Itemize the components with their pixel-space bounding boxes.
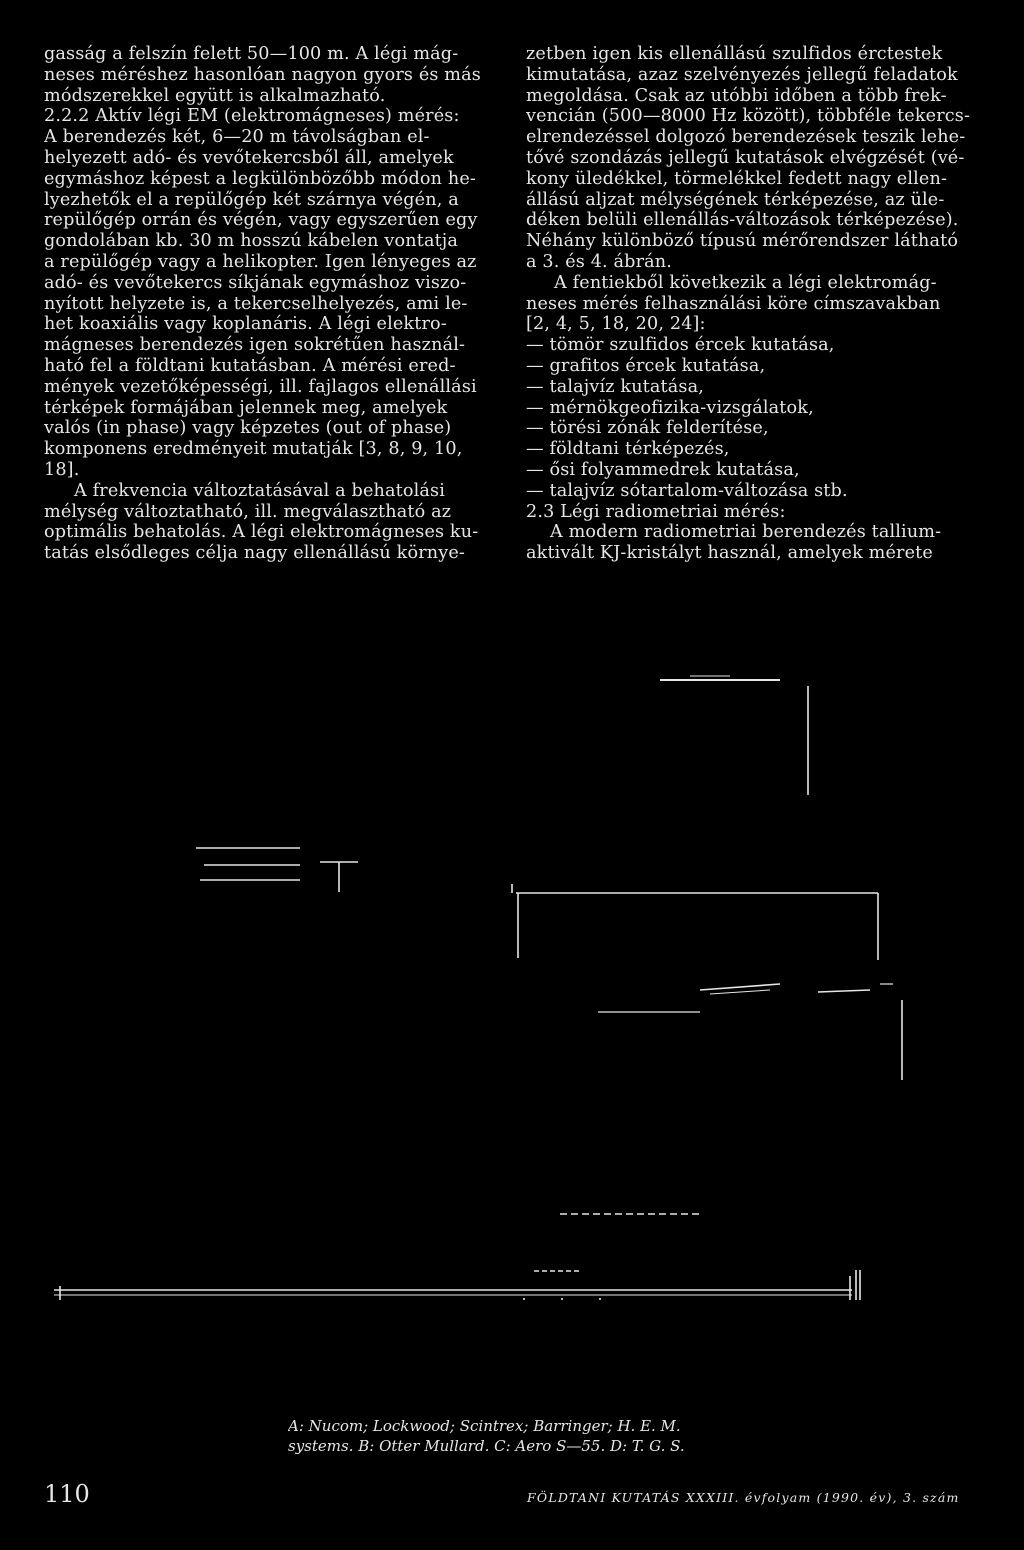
page-number: 110	[44, 1480, 90, 1508]
text-line: A frekvencia változtatásával a behatolási	[74, 480, 445, 501]
text-line: tatás elsődleges célja nagy ellenállású környe-	[44, 543, 465, 564]
text-line: lyezhetők el a repülőgép két szárnya végén, a	[44, 189, 459, 210]
list-item: — grafitos ércek kutatása,	[526, 355, 766, 376]
text-line: nyított helyzete is, a tekercselhelyezés, ami le-	[44, 293, 468, 314]
list-item: — talajvíz sótartalom-változása stb.	[526, 480, 848, 501]
section-heading-2-3: 2.3 Légi radiometriai mérés:	[526, 501, 786, 522]
text-line: egymáshoz képest a legkülönbözőbb módon he-	[44, 168, 476, 189]
text-line: Néhány különböző típusú mérőrendszer látható	[526, 231, 959, 252]
text-line: optimális behatolás. A légi elektromágneses ku-	[44, 522, 479, 543]
text-line: mélység változtatható, ill. megválasztható az	[44, 501, 452, 522]
text-line: gondolában kb. 30 m hosszú kábelen vontatja	[44, 231, 459, 252]
text-column-right	[526, 44, 986, 564]
text-line: helyezett adó- és vevőtekercsből áll, amelyek	[44, 147, 454, 168]
list-item: — talajvíz kutatása,	[526, 376, 704, 397]
section-heading-2-2-2: 2.2.2 Aktív légi EM (elektromágneses) mérés:	[44, 106, 460, 127]
text-line: tővé szondázás jellegű kutatások elvégzését (vé-	[526, 147, 965, 168]
running-footer: FÖLDTANI KUTATÁS XXXIII. évfolyam (1990. év), 3. szám	[527, 1490, 960, 1505]
text-line: komponens eredményeit mutatják [3, 8, 9, 10,	[44, 439, 463, 460]
text-line: elrendezéssel dolgozó berendezések teszik lehe-	[526, 127, 966, 148]
text-line: térképek formájában jelennek meg, amelyek	[44, 397, 448, 418]
text-line: gasság a felszín felett 50—100 m. A légi mág-	[44, 44, 459, 64]
text-line: A modern radiometriai berendezés tallium-	[550, 522, 942, 543]
text-line: ható fel a földtani kutatásban. A mérési ered-	[44, 355, 456, 376]
caption-line: systems. B: Otter Mullard. C: Aero S—55. D: T. G. S.	[288, 1437, 685, 1455]
text-line: A fentiekből következik a légi elektromág-	[554, 272, 937, 293]
list-item: — ősi folyammedrek kutatása,	[526, 459, 800, 480]
text-line: a 3. és 4. ábrán.	[526, 251, 672, 272]
figure-line	[700, 984, 780, 990]
caption-line: A: Nucom; Lockwood; Scintrex; Barringer; H. E. M.	[288, 1417, 681, 1435]
text-line: repülőgép orrán és végén, vagy egyszerűen egy	[44, 210, 478, 231]
text-line: neses mérés felhasználási köre címszavakban	[526, 293, 941, 314]
text-line: kimutatása, azaz szelvényezés jellegű feladatok	[526, 64, 958, 85]
text-line: valós (in phase) vagy képzetes (out of phase)	[44, 418, 452, 439]
list-item: — tömör szulfidos ércek kutatása,	[526, 335, 835, 356]
text-line: zetben igen kis ellenállású szulfidos érctestek	[526, 44, 943, 64]
text-line: neses méréshez hasonlóan nagyon gyors és más	[44, 64, 481, 85]
text-line: módszerekkel együtt is alkalmazható.	[44, 85, 386, 106]
text-line: állású aljzat mélységének térképezése, az üle-	[526, 189, 945, 210]
text-line: mágneses berendezés igen sokrétűen használ-	[44, 335, 466, 356]
text-line: het koaxiális vagy koplanáris. A légi elektro-	[44, 314, 447, 335]
text-line: A berendezés két, 6—20 m távolságban el-	[44, 127, 430, 148]
text-line: kony üledékkel, törmelékkel fedett nagy ellen-	[526, 168, 948, 189]
list-item: — mérnökgeofizika-vizsgálatok,	[526, 397, 814, 418]
text-column-left	[44, 44, 504, 564]
figure-caption	[288, 1416, 685, 1456]
figure-line	[818, 990, 870, 992]
text-line: déken belüli ellenállás-változások térképezése).	[526, 210, 959, 231]
text-line: megoldása. Csak az utóbbi időben a több frek-	[526, 85, 947, 106]
airborne-em-systems-figure	[0, 600, 1024, 1300]
text-line: a repülőgép vagy a helikopter. Igen lényeges az	[44, 251, 477, 272]
text-line: aktivált KJ-kristályt használ, amelyek mérete	[526, 543, 933, 564]
list-item: — földtani térképezés,	[526, 439, 730, 460]
text-line: adó- és vevőtekercs síkjának egymáshoz viszo-	[44, 272, 467, 293]
text-line: mények vezetőképességi, ill. fajlagos ellenállási	[44, 376, 477, 397]
text-line: 18].	[44, 459, 80, 480]
list-item: — törési zónák felderítése,	[526, 418, 769, 439]
text-line: [2, 4, 5, 18, 20, 24]:	[526, 314, 706, 335]
figure-line	[710, 990, 770, 994]
text-line: vencián (500—8000 Hz között), többféle tekercs-	[526, 106, 971, 127]
